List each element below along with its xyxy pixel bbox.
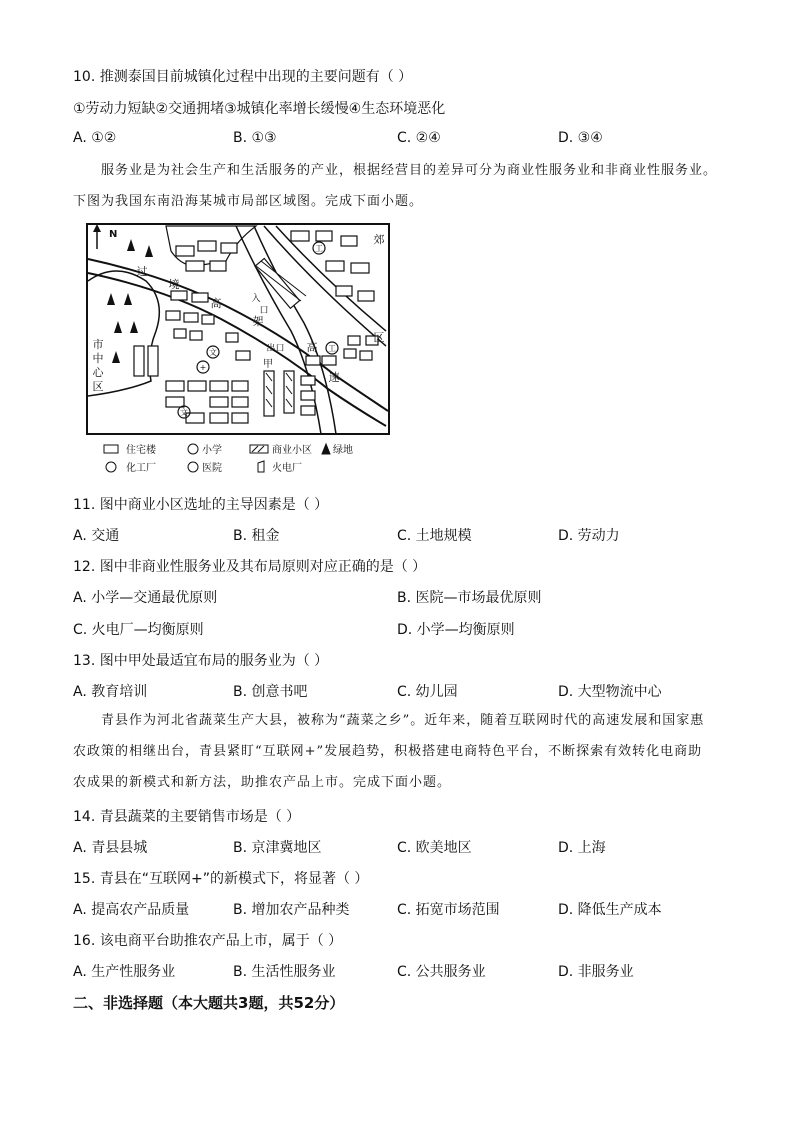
q14-option-b[interactable]: B. 京津冀地区 xyxy=(233,840,322,856)
legend-chemical: 化工厂 xyxy=(126,463,156,474)
q10-option-d[interactable]: D. ③④ xyxy=(558,130,603,146)
q12-option-c[interactable]: C. 火电厂—均衡原则 xyxy=(73,622,204,638)
label-jia: 甲 xyxy=(263,359,273,370)
passage-qingxian xyxy=(73,705,723,798)
legend-power: 火电厂 xyxy=(272,463,302,474)
q10-option-b[interactable]: B. ①③ xyxy=(233,130,277,146)
q14-stem: 14. 青县蔬菜的主要销售市场是（ ） xyxy=(73,809,301,825)
label-entrance-1: 入 xyxy=(251,294,261,304)
q11-option-a[interactable]: A. 交通 xyxy=(73,528,120,544)
label-city-center-1: 市 xyxy=(92,338,104,351)
label-city-center-2: 中 xyxy=(92,352,104,365)
q12-option-d[interactable]: D. 小学—均衡原则 xyxy=(397,622,515,638)
label-highway-1: 高 xyxy=(306,341,318,354)
q15-stem: 15. 青县在“互联网+”的新模式下，将显著（ ） xyxy=(73,871,369,887)
label-exit-2: 口 xyxy=(275,344,285,354)
legend-green: 绿地 xyxy=(333,445,353,456)
legend-residential: 住宅楼 xyxy=(126,445,156,456)
q11-option-b[interactable]: B. 租金 xyxy=(233,528,280,544)
label-overpass-3: 高 xyxy=(210,297,222,310)
svg-text:文: 文 xyxy=(180,408,188,417)
legend-school: 小学 xyxy=(202,445,222,456)
q14-option-d[interactable]: D. 上海 xyxy=(558,840,606,856)
q15-option-a[interactable]: A. 提高农产品质量 xyxy=(73,902,190,918)
q10-stem: 10. 推测泰国目前城镇化过程中出现的主要问题有（ ） xyxy=(73,69,413,85)
passage1-line1: 服务业是为社会生产和生活服务的产业，根据经营目的差异可分为商业性服务业和非商业性服务业。 xyxy=(101,163,718,178)
q12-option-b[interactable]: B. 医院—市场最优原则 xyxy=(397,590,542,606)
q16-option-c[interactable]: C. 公共服务业 xyxy=(397,964,486,980)
q14-option-c[interactable]: C. 欧美地区 xyxy=(397,840,472,856)
label-overpass-2: 境 xyxy=(168,278,180,291)
q16-option-d[interactable]: D. 非服务业 xyxy=(558,964,634,980)
q11-option-d[interactable]: D. 劳动力 xyxy=(558,528,620,544)
passage1-line2: 下图为我国东南沿海某城市局部区域图。完成下面小题。 xyxy=(73,194,424,209)
q11-stem: 11. 图中商业小区选址的主导因素是（ ） xyxy=(73,497,329,513)
label-exit-1: 出 xyxy=(266,344,276,354)
passage2-line3: 农成果的新模式和新方法，助推农产品上市。完成下面小题。 xyxy=(73,775,452,790)
q10-option-c[interactable]: C. ②④ xyxy=(397,130,441,146)
svg-text:工: 工 xyxy=(328,344,336,353)
q10-statements: ①劳动力短缺②交通拥堵③城镇化率增长缓慢④生态环境恶化 xyxy=(73,101,446,117)
label-entrance-2: 口 xyxy=(259,306,269,316)
label-city-center-3: 心 xyxy=(92,366,104,379)
q13-stem: 13. 图中甲处最适宜布局的服务业为（ ） xyxy=(73,653,329,669)
svg-text:工: 工 xyxy=(315,244,323,253)
label-highway-2: 速 xyxy=(328,371,340,384)
north-label: N xyxy=(109,229,118,240)
section-heading-non-choice: 二、非选择题（本大题共3题，共52分） xyxy=(73,994,345,1012)
label-overpass-1: 过 xyxy=(136,265,148,278)
q15-option-c[interactable]: C. 拓宽市场范围 xyxy=(397,902,500,918)
q14-option-a[interactable]: A. 青县县城 xyxy=(73,840,148,856)
q12-stem: 12. 图中非商业性服务业及其布局原则对应正确的是（ ） xyxy=(73,559,427,575)
svg-text:文: 文 xyxy=(209,348,217,357)
q13-option-d[interactable]: D. 大型物流中心 xyxy=(558,684,662,700)
legend-commercial: 商业小区 xyxy=(272,445,312,456)
svg-text:+: + xyxy=(199,363,207,372)
q15-option-d[interactable]: D. 降低生产成本 xyxy=(558,902,662,918)
q16-stem: 16. 该电商平台助推农产品上市，属于（ ） xyxy=(73,933,343,949)
q10-option-a[interactable]: A. ①② xyxy=(73,130,117,146)
passage2-line2: 农政策的相继出台，青县紧盯“互联网+”发展趋势，积极搭建电商特色平台，不断探索有效转化电商助 xyxy=(73,744,703,759)
label-overpass-4: 架 xyxy=(252,315,264,328)
passage2-line1: 青县作为河北省蔬菜生产大县，被称为“蔬菜之乡”。近年来，随着互联网时代的高速发展和国家惠 xyxy=(101,713,705,728)
passage-service-industry xyxy=(73,155,723,217)
city-district-map xyxy=(86,221,391,476)
q13-option-b[interactable]: B. 创意书吧 xyxy=(233,684,308,700)
q11-option-c[interactable]: C. 土地规模 xyxy=(397,528,472,544)
q15-option-b[interactable]: B. 增加农产品种类 xyxy=(233,902,350,918)
q16-option-b[interactable]: B. 生活性服务业 xyxy=(233,964,336,980)
q12-option-a[interactable]: A. 小学—交通最优原则 xyxy=(73,590,218,606)
legend-hospital: 医院 xyxy=(202,463,222,474)
label-city-center-4: 区 xyxy=(92,380,104,393)
q16-option-a[interactable]: A. 生产性服务业 xyxy=(73,964,176,980)
label-suburb-2: 区 xyxy=(373,331,385,344)
q13-option-c[interactable]: C. 幼儿园 xyxy=(397,684,458,700)
label-suburb-1: 郊 xyxy=(373,233,385,246)
q13-option-a[interactable]: A. 教育培训 xyxy=(73,684,148,700)
